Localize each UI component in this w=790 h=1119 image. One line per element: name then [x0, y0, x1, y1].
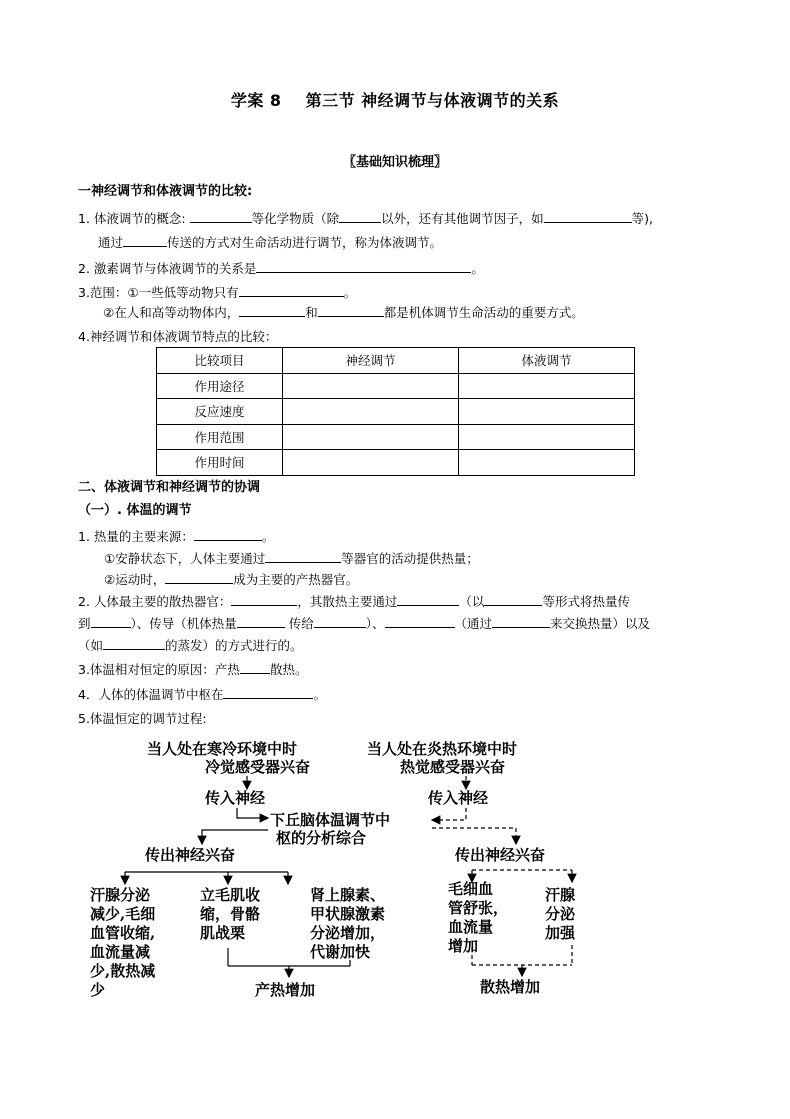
lesson-number: 学案 8: [230, 91, 282, 110]
hormone-box: 肾上腺素、 甲状腺激素 分泌增加， 代谢加快: [310, 886, 386, 961]
lesson-title: 第三节 神经调节与体液调节的关系: [305, 91, 560, 110]
row-label: 作用范围: [157, 424, 283, 450]
p1-line3: ②运动时， 成为主要的产热器官。: [104, 572, 359, 587]
heat-production-increase: 产热增加: [255, 981, 316, 999]
sweat-increase-box: 汗腺 分泌 加强: [545, 886, 576, 942]
row-label: 作用时间: [157, 450, 283, 476]
section1-heading: 一神经调节和体液调节的比较:: [78, 184, 253, 199]
vessel-dilate-box: 毛细血 管舒张， 血流量 增加: [448, 880, 509, 955]
table-header-cell: 比较项目: [157, 348, 283, 374]
table-header-cell: 体液调节: [459, 348, 635, 374]
row-label: 反应速度: [157, 399, 283, 425]
q1-line2: 通过 传送的方式对生命活动进行调节，称为体液调节。: [98, 235, 443, 250]
table-header-cell: 神经调节: [283, 348, 459, 374]
p1-line2: ①安静状态下，人体主要通过 等器官的活动提供热量；: [104, 551, 479, 566]
hot-environment-label: 当人处在炎热环境中时: [367, 740, 518, 758]
arrow: [432, 828, 516, 844]
p2-line3: （如 的蒸发）的方式进行的。: [78, 638, 303, 653]
subsection-heading: （一）. 体温的调节: [78, 503, 192, 518]
p4-line: 4．人体的体温调节中枢在 。: [78, 687, 326, 702]
p3-line: 3.体温相对恒定的原因：产热 散热。: [78, 662, 308, 677]
p5-line: 5.体温恒定的调节过程:: [78, 711, 207, 726]
arrow: [237, 808, 268, 818]
row-label: 作用途径: [157, 373, 283, 399]
hypothalamus-center-line2: 枢的分析综合: [276, 829, 367, 847]
q3-line2: ②在人和高等动物体内， 和 都是机体调节生命活动的重要方式。: [103, 305, 584, 320]
arrow: [432, 808, 466, 820]
hot-receptor-label: 热觉感受器兴奋: [400, 758, 506, 776]
section-subtitle: 〖基础知识梳理〗: [342, 155, 447, 170]
shiver-box: 立毛肌收 缩，骨骼 肌战栗: [200, 886, 261, 942]
cold-receptor-label: 冷觉感受器兴奋: [205, 758, 311, 776]
q2-line: 2. 激素调节与体液调节的关系是 。: [78, 261, 484, 276]
q3-line1: 3.范围：①一些低等动物只有 。: [78, 285, 357, 300]
q1-line1: 1. 体液调节的概念: 等化学物质（除 以外，还有其他调节因子，如 等),: [78, 211, 653, 226]
cold-environment-label: 当人处在寒冷环境中时: [147, 740, 298, 758]
arrow: [202, 830, 268, 844]
sweat-decrease-box: 汗腺分泌 减少,毛细 血管收缩, 血流量减 少,散热减 少: [90, 886, 156, 999]
q4-line: 4.神经调节和体液调节特点的比较：: [78, 329, 278, 344]
p2-line1: 2. 人体最主要的散热器官： ，其散热主要通过 （以 等形式将热量传: [78, 594, 630, 609]
p2-line2: 到 ）、传导（机体热量 传给 ）、 （通过 来交换热量）以及: [78, 616, 651, 631]
section2-heading: 二、体液调节和神经调节的协调: [78, 480, 261, 495]
afferent-nerve-left: 传入神经: [205, 789, 266, 807]
hypothalamus-center-line1: 下丘脑体温调节中: [270, 811, 391, 829]
efferent-nerve-right: 传出神经兴奋: [455, 846, 546, 864]
heat-dissipation-increase: 散热增加: [480, 978, 541, 996]
efferent-nerve-left: 传出神经兴奋: [145, 846, 236, 864]
p1-line1: 1. 热量的主要来源： 。: [78, 529, 275, 544]
afferent-nerve-right: 传入神经: [428, 789, 489, 807]
